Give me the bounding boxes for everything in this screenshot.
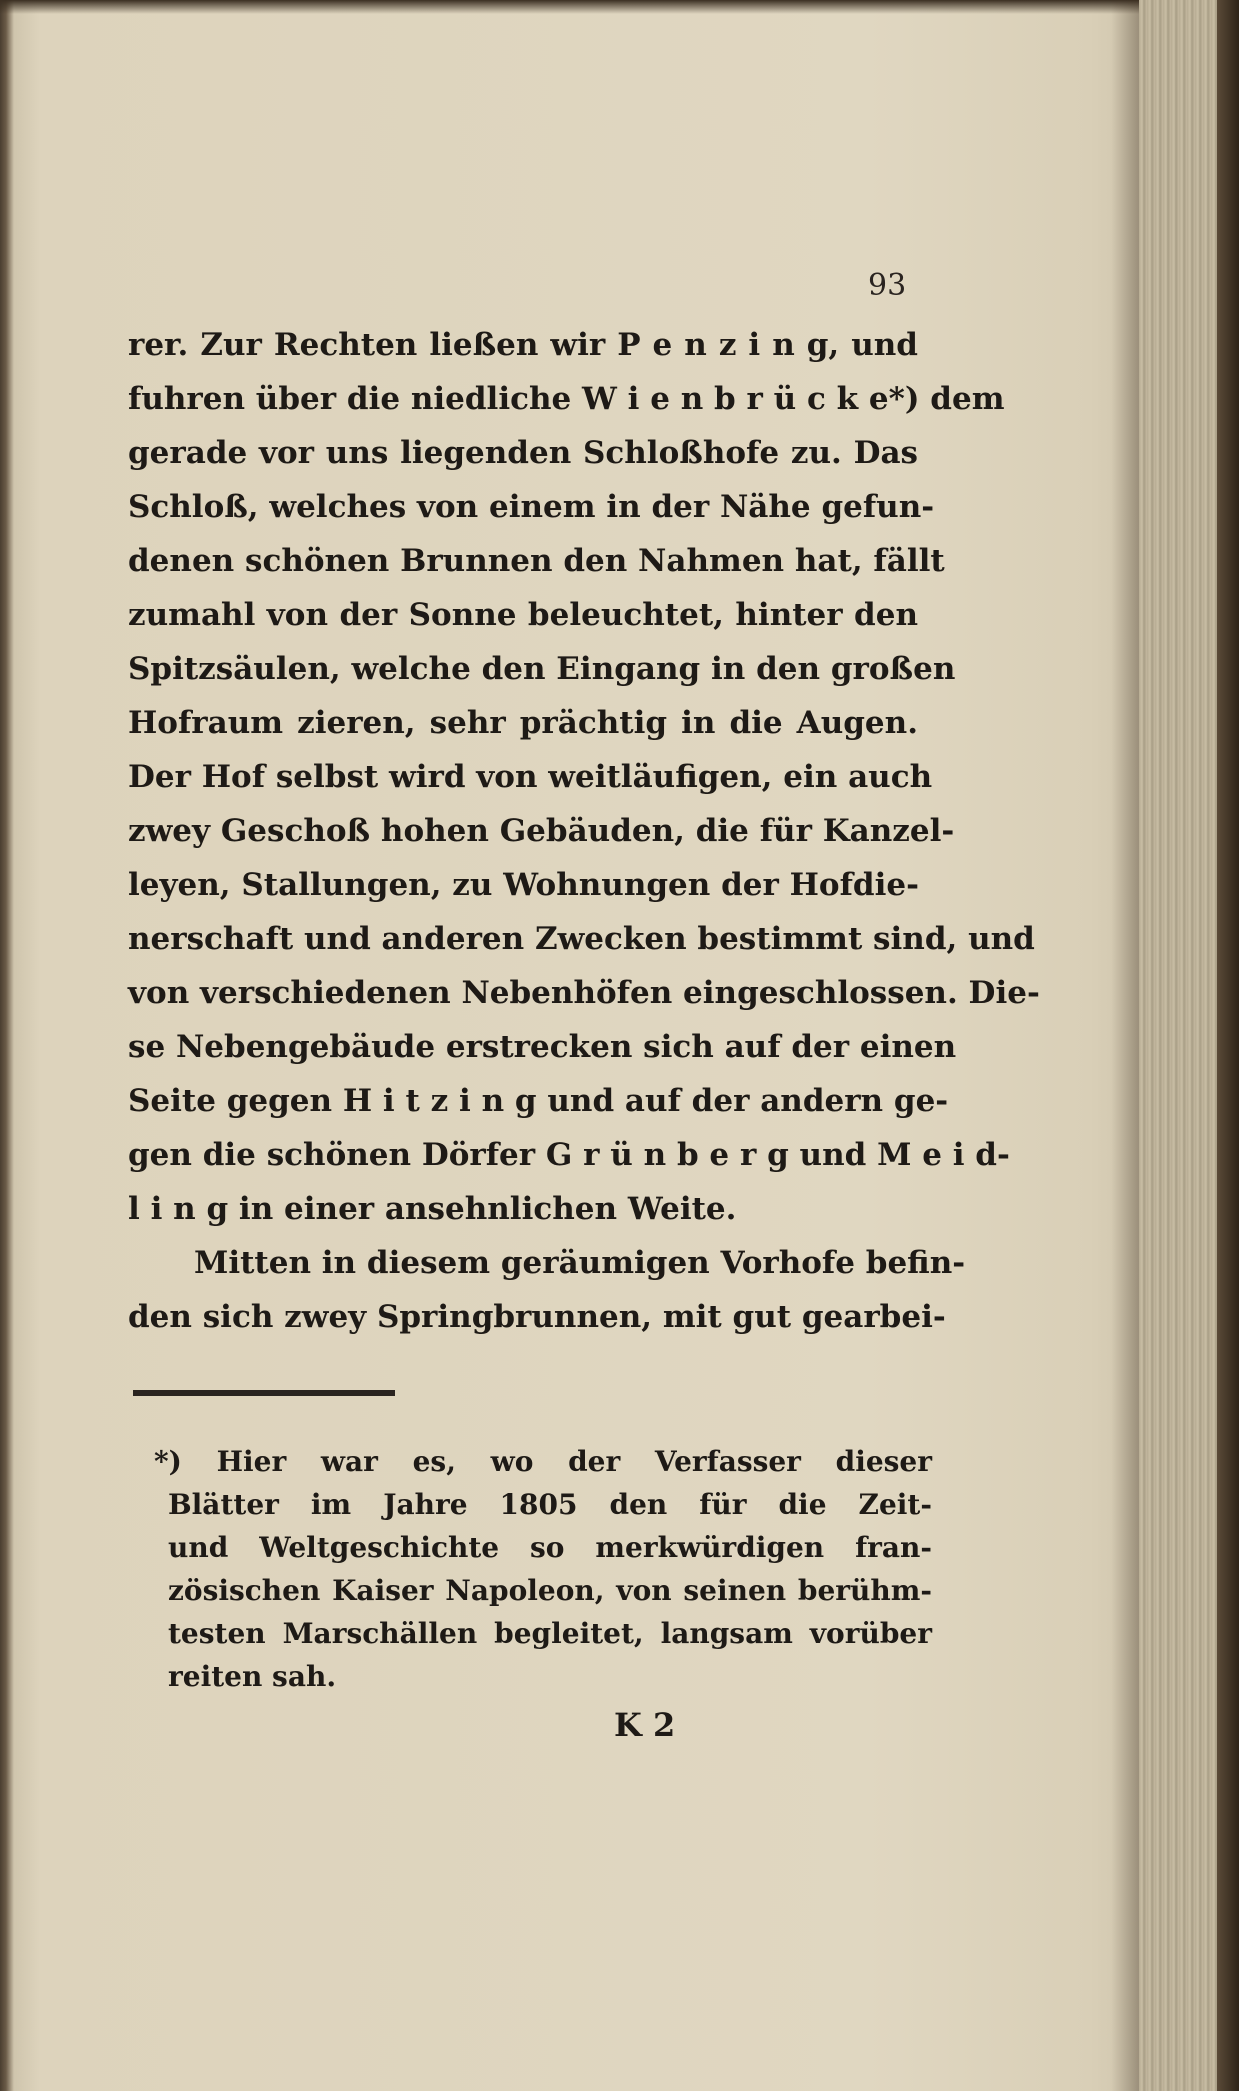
footnote-line: *) Hier war es, wo der Verfasser dieser [154, 1445, 932, 1478]
body-line: den sich zwey Springbrunnen, mit gut gearbei- [128, 1299, 946, 1335]
book-cover-edge [1217, 0, 1239, 2091]
body-line: se Nebengebäude erstrecken sich auf der einen [128, 1029, 957, 1065]
body-line: Seite gegen H i t z i n g und auf der andern ge- [128, 1083, 949, 1119]
body-text [128, 318, 1040, 1344]
body-line: von verschiedenen Nebenhöfen eingeschlossen. Die- [128, 975, 1040, 1011]
body-line: gen die schönen Dörfer G r ü n b e r g und M e i d- [128, 1137, 1010, 1173]
body-line: denen schönen Brunnen den Nahmen hat, fällt [128, 543, 945, 579]
footnote [154, 1440, 932, 1698]
body-line: Hofraum zieren, sehr prächtig in die Augen. [128, 705, 918, 741]
body-line: leyen, Stallungen, zu Wohnungen der Hofdie- [128, 867, 919, 903]
page-edge-shadow [1111, 0, 1139, 2091]
body-line: nerschaft und anderen Zwecken bestimmt sind, und [128, 921, 1035, 957]
footnote-line: und Weltgeschichte so merkwürdigen fran- [168, 1531, 932, 1564]
body-line: zwey Geschoß hohen Gebäuden, die für Kanzel- [128, 813, 955, 849]
footnote-line: reiten sah. [168, 1660, 337, 1693]
footnote-line: Blätter im Jahre 1805 den für die Zeit- [168, 1488, 932, 1521]
top-shadow [0, 0, 1239, 14]
page-number: 93 [868, 268, 907, 303]
body-line: gerade vor uns liegenden Schloßhofe zu. Das [128, 435, 918, 471]
footnote-line: testen Marschällen begleitet, langsam vorüber [168, 1617, 932, 1650]
signature-mark: K 2 [614, 1706, 676, 1744]
body-line: rer. Zur Rechten ließen wir P e n z i n g, und [128, 327, 918, 363]
body-line: Mitten in diesem geräumigen Vorhofe befin- [194, 1245, 966, 1281]
body-line: l i n g in einer ansehnlichen Weite. [128, 1191, 737, 1227]
footnote-line: zösischen Kaiser Napoleon, von seinen berühm- [168, 1574, 932, 1607]
footnote-divider [133, 1390, 395, 1396]
body-line: zumahl von der Sonne beleuchtet, hinter den [128, 597, 918, 633]
body-line: Schloß, welches von einem in der Nähe gefun- [128, 489, 935, 525]
body-line: fuhren über die niedliche W i e n b r ü c k e*) dem [128, 381, 1005, 417]
body-line: Spitzsäulen, welche den Eingang in den großen [128, 651, 956, 687]
body-line: Der Hof selbst wird von weitläufigen, ein auch [128, 759, 933, 795]
